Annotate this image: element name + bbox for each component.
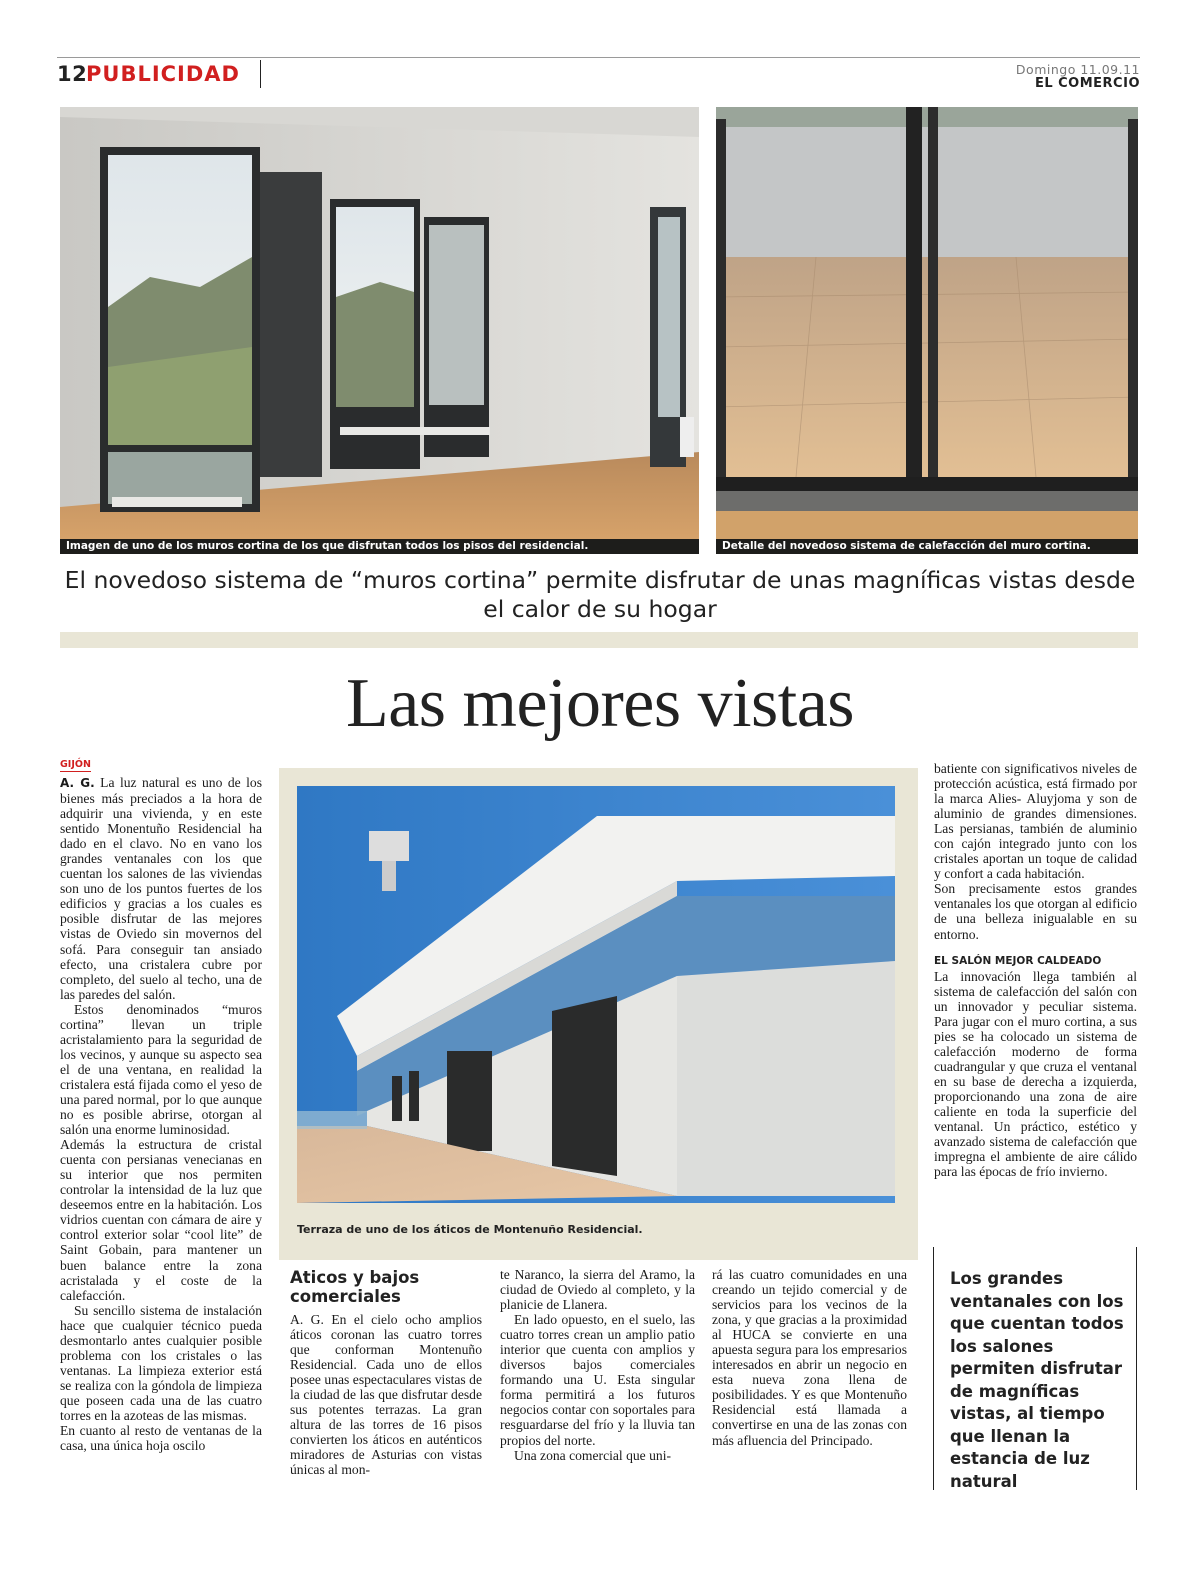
- detail-photo-illustration: [716, 107, 1138, 539]
- body-column-3: [500, 1267, 695, 1463]
- interior-photo-illustration: [60, 107, 699, 539]
- paragraph: La innovación llega también al sistema de calefacción del salón con un innovador y peculiar sistema. Para jugar con el muro cortina, a sus pies se ha colocado un sistema de calefacción moderno de forma cuadrangular y que cruza el ventanal en su base de derecha a izquierda, proporcionando una zona de aire caliente en toda la superficie del ventanal. Un práctico, estético y avanzado sistema de calefacción que impregna el ambiente de aire cálido para las épocas de frío invierno.: [934, 968, 1137, 1180]
- pullquote-rule-left: [933, 1247, 934, 1490]
- paragraph: batiente con significativos niveles de protección acústica, está firmado por la marca Alies- Aluyjoma y son de aluminio de grandes dimensiones. Las persianas, también de aluminio con cajón integrado junto con los cristales aportan un toque de calidad y confort a cada habitación.: [934, 761, 1137, 882]
- terrace-photo-illustration: [297, 786, 895, 1203]
- paragraph: Una zona comercial que uni-: [514, 1447, 672, 1463]
- paragraph: rá las cuatro comunidades en una creando un tejido comercial y de servicios para los vecinos de la zona, y que gracias a la proximidad al HUCA se convierte en una apuesta segura para los empresarios interesados en abrir un negocio en esta nueva zona llena de posibilidades. Y es que Montenuño Residencial está llamada a convertirse en una de las zonas con más afluencia del Principado.: [712, 1267, 907, 1448]
- header-divider: [260, 60, 261, 88]
- header-rule: [57, 57, 1140, 58]
- paragraph: En lado opuesto, en el suelo, las cuatro torres crean un amplio patio interior que cuenta con amplios y diversos bajos comerciales formando una U. Esta singular forma permitirá a los futuros negocios contar con soportales para resguardarse del frío y la lluvia tan propios del norte.: [500, 1312, 695, 1448]
- page-number: 12: [57, 62, 88, 86]
- aticos-subhead: Aticos y bajos comerciales: [290, 1268, 420, 1306]
- paragraph: La luz natural es uno de los bienes más preciados a la hora de adquirir una vivienda, y en este sentido Monentuño Residencial ha dado en el clavo. No en vano los grandes ventanales con los que cuentan los salones de las viviendas son uno de los puntos fuertes de los edificios y gracias a los cuales es posible disfrutar de las mejores vistas de Oviedo sin movernos del sofá. Para conseguir tan ansiado efecto, una cristalera cubre por completo, del suelo al techo, una de las paredes del salón.: [60, 775, 262, 1002]
- byline: A. G.: [60, 776, 95, 790]
- section-subhead: EL SALÓN MEJOR CALDEADO: [934, 954, 1102, 967]
- body-column-2: [290, 1312, 482, 1478]
- terrace-photo: [297, 786, 895, 1203]
- paragraph: Además la estructura de cristal cuenta con persianas venecianas en su interior que nos permiten controlar la intensidad de la luz que deseemos entre en la habitación. Los vidrios cuentan con cámara de aire y control exterior solar “cool lite” de Saint Gobain, para mantener un buen balance entre la zona acristalada y el coste de la calefacción.: [60, 1137, 262, 1303]
- paragraph: Son precisamente estos grandes ventanales los que otorgan al edificio de una belleza inigualable en su entorno.: [934, 881, 1137, 942]
- paragraph: Estos denominados “muros cortina” llevan un triple acristalamiento para la seguridad de los vecinos, y aunque su aspecto sea el de una ventana, en realidad la cristalera está fijada como el yeso de una pared normal, por lo que aunque no es posible abrirse, otorgan al salón una enorme luminosidad.: [60, 1001, 262, 1138]
- interior-photo-caption: Imagen de uno de los muros cortina de los que disfrutan todos los pisos del residencial.: [60, 539, 699, 554]
- paragraph: A. G. En el cielo ocho amplios áticos coronan las cuatro torres que conforman Montenuño Residencial. Cada uno de ellos posee unas espectaculares vistas de la ciudad de las que disfrutar desde sus potentes terrazas. La gran altura de las torres de 16 pisos convierten los áticos en auténticos miradores de Asturias con vistas únicas al mon-: [290, 1312, 482, 1478]
- body-column-1: [60, 775, 262, 1453]
- detail-photo-caption: Detalle del novedoso sistema de calefacción del muro cortina.: [716, 539, 1138, 554]
- pullquote-rule-right: [1136, 1247, 1137, 1490]
- paragraph: te Naranco, la sierra del Aramo, la ciudad de Oviedo al completo, y la planicie de Llanera.: [500, 1267, 695, 1313]
- body-column-5: [934, 761, 1137, 1179]
- paragraph: En cuanto al resto de ventanas de la casa, una única hoja oscilo: [60, 1423, 262, 1454]
- newspaper-name: EL COMERCIO: [1034, 76, 1140, 91]
- terrace-photo-caption: Terraza de uno de los áticos de Montenuño Residencial.: [297, 1223, 643, 1236]
- body-column-4: [712, 1267, 907, 1448]
- article-subtitle: El novedoso sistema de “muros cortina” permite disfrutar de unas magníficas vistas desde el calor de su hogar: [64, 566, 1136, 623]
- section-title: PUBLICIDAD: [86, 62, 240, 86]
- decorative-band: [60, 632, 1138, 648]
- location-tag: GIJÓN: [60, 759, 91, 770]
- interior-photo: [60, 107, 699, 539]
- pull-quote: Los grandes ventanales con los que cuentan todos los salones permiten disfrutar de magníficas vistas, al tiempo que llenan la estancia de luz natural: [950, 1269, 1124, 1491]
- page-headline: Las mejores vistas: [345, 665, 855, 742]
- detail-photo: [716, 107, 1138, 539]
- paragraph: Su sencillo sistema de instalación hace que cualquier técnico pueda desmontarlo antes cualquier posible problema con los cristales o las ventanas. La limpieza exterior está se realiza con la góndola de limpieza que poseen cada una de las cuatro torres en la azoteas de las mismas.: [60, 1302, 262, 1423]
- issue-date: Domingo 11.09.11: [1015, 62, 1140, 77]
